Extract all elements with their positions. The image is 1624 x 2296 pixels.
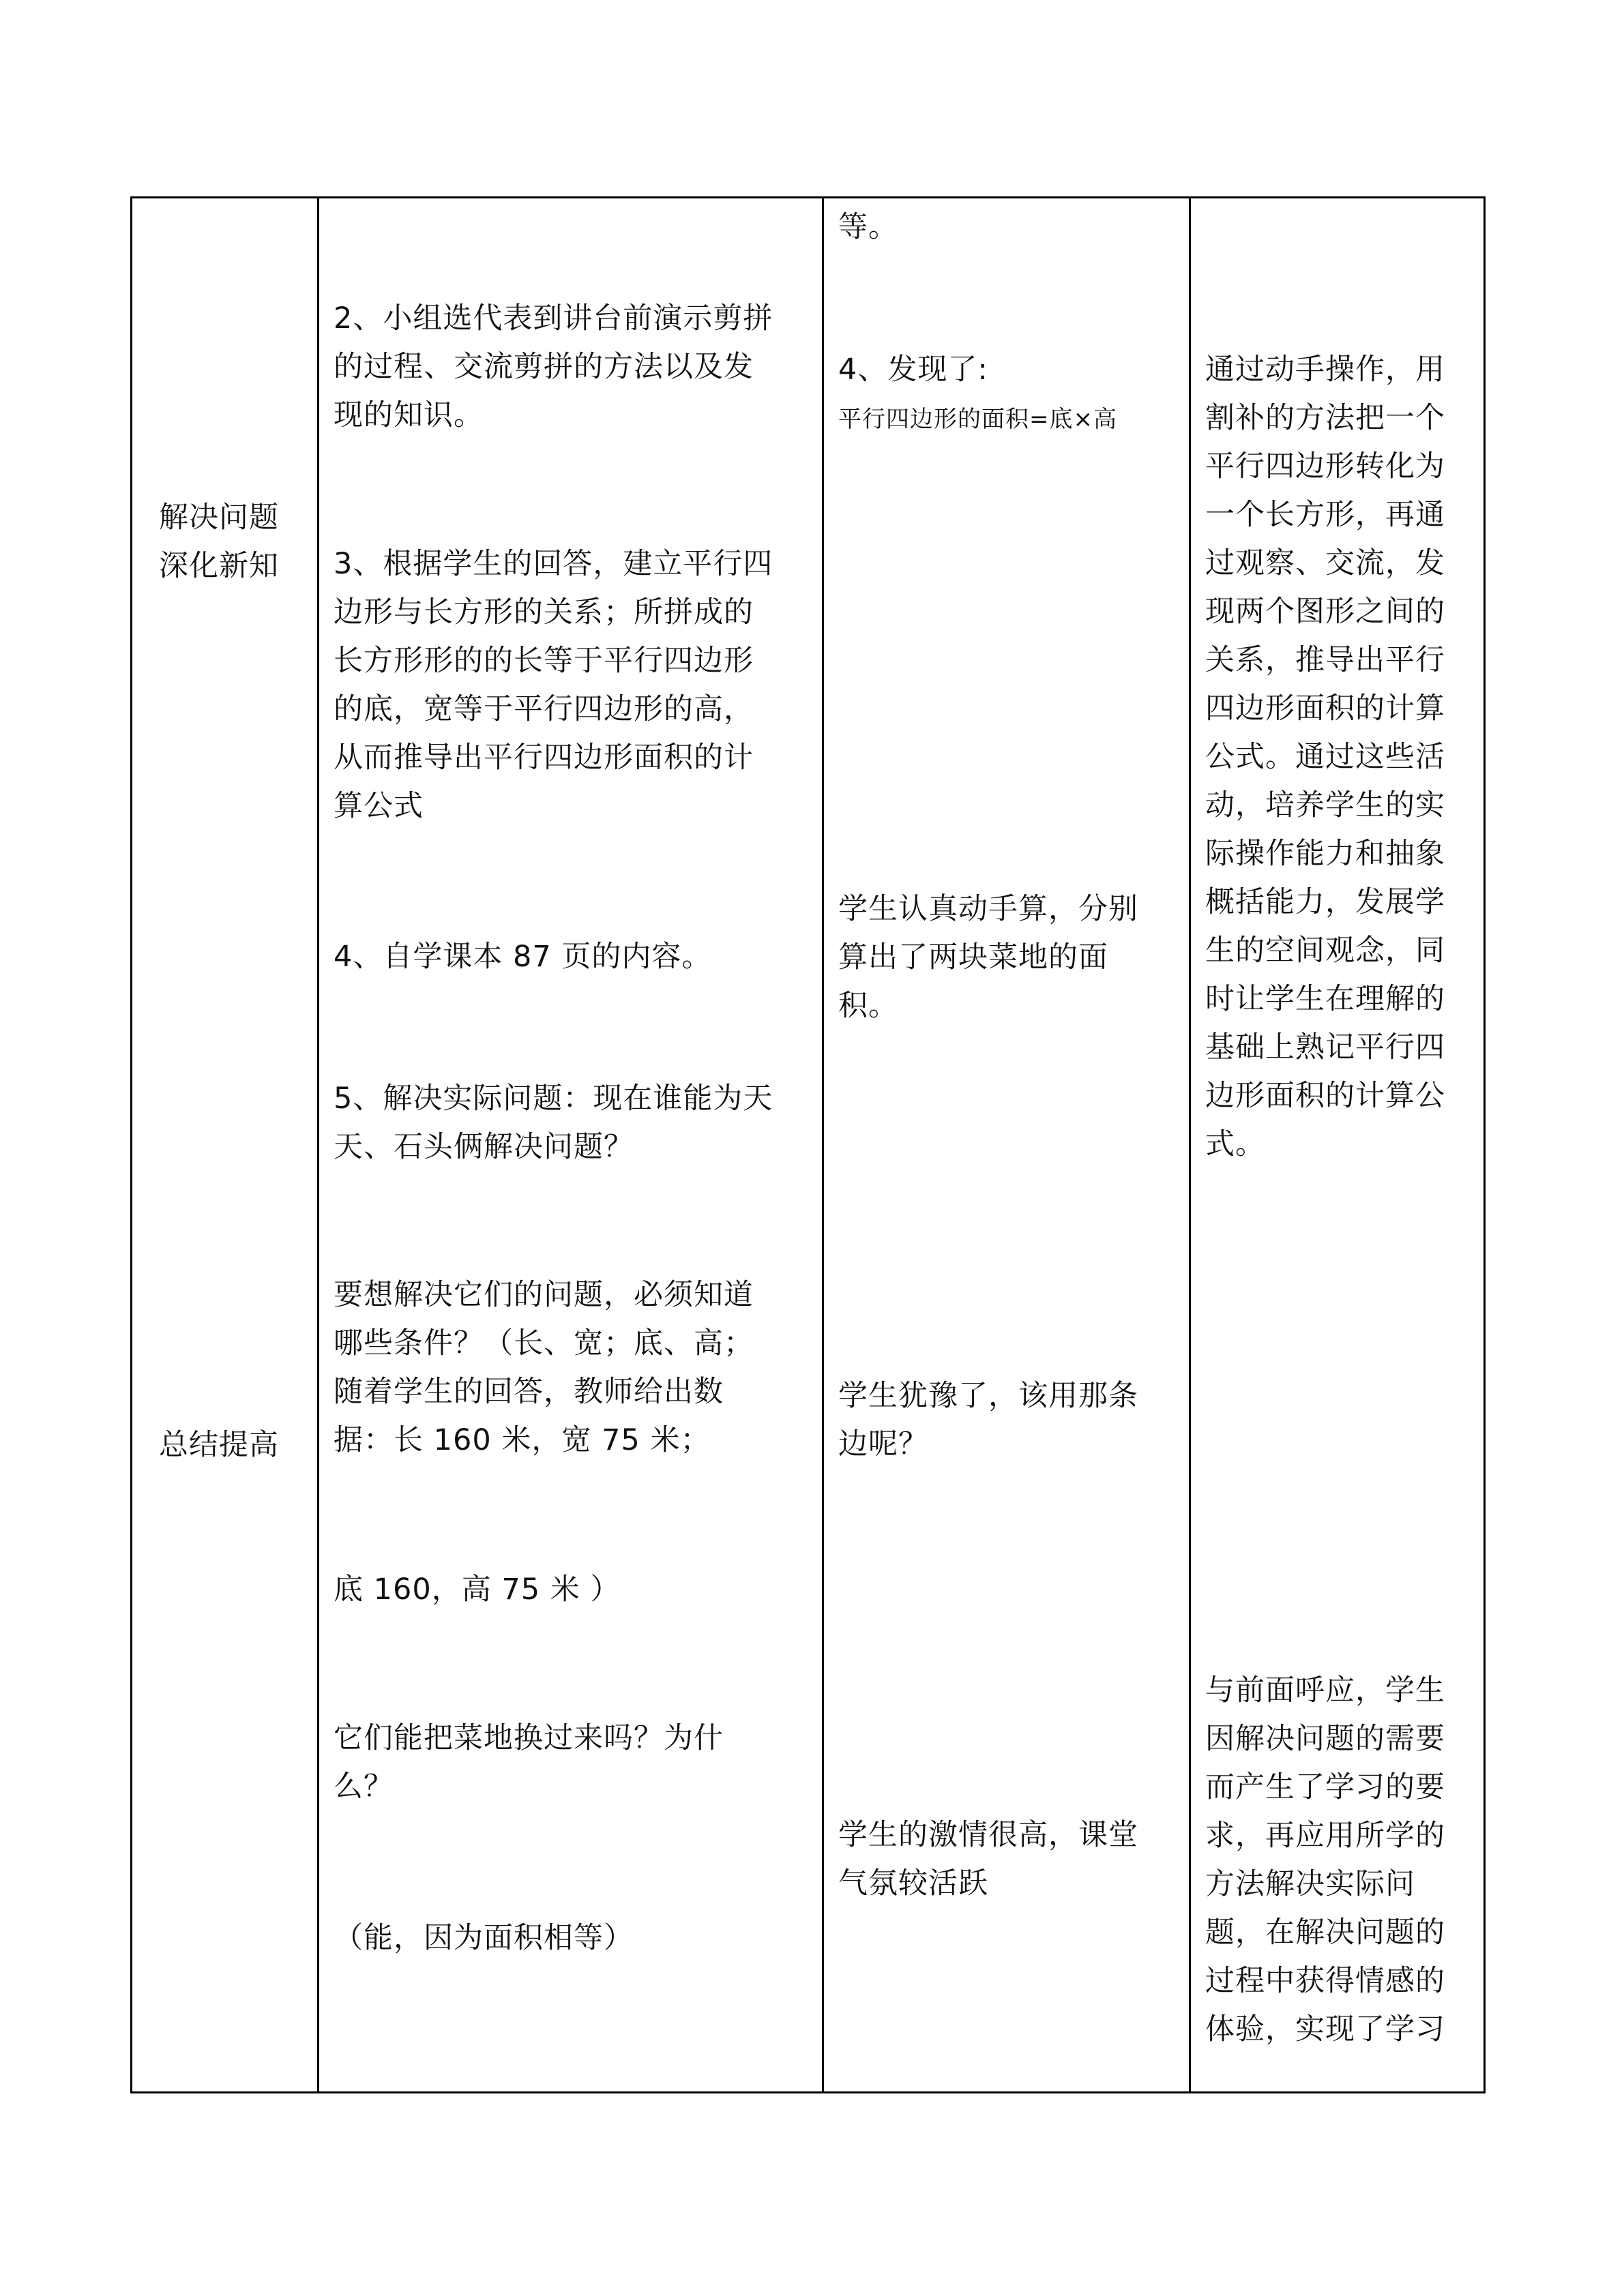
text-line: 随着学生的回答，教师给出数: [334, 1375, 724, 1409]
text-line: 际操作能力和抽象: [1205, 837, 1445, 871]
text-line: 长方形形的的长等于平行四边形: [334, 644, 754, 678]
teacher-data-base-height: [334, 1566, 620, 1614]
student-enthusiasm: [838, 1811, 1138, 1908]
text-line: 生的空间观念，同: [1205, 934, 1445, 968]
column-divider-3: [1189, 196, 1191, 2093]
text-line: 边呢？: [838, 1427, 928, 1461]
text-line: 现两个图形之间的: [1205, 595, 1445, 629]
text-line: 与前面呼应，学生: [1205, 1673, 1445, 1708]
text-line: 概括能力，发展学: [1205, 885, 1445, 919]
table-bottom-border: [130, 2091, 1486, 2093]
text-line: 的过程、交流剪拼的方法以及发: [334, 350, 754, 384]
teacher-step-5: [334, 1075, 773, 1172]
text-line: 体验，实现了学习: [1205, 2012, 1445, 2046]
text-line: 关系，推导出平行: [1205, 643, 1445, 677]
text-line: 从而推导出平行四边形面积的计: [334, 741, 754, 775]
text-line: 式。: [1205, 1127, 1265, 1161]
text-line: 4、自学课本 87 页的内容。: [334, 940, 712, 974]
text-line: 一个长方形，再通: [1205, 498, 1445, 532]
text-line: 平行四边形的面积=底×高: [838, 406, 1117, 433]
text-line: 要想解决它们的问题，必须知道: [334, 1278, 754, 1312]
text-line: 公式。通过这些活: [1205, 740, 1445, 774]
table-left-border: [130, 196, 132, 2093]
table-top-border: [130, 196, 1486, 198]
text-line: 题，在解决问题的: [1205, 1915, 1445, 1950]
text-line: 过程中获得情感的: [1205, 1964, 1445, 1998]
text-line: 2、小组选代表到讲台前演示剪拼: [334, 301, 773, 336]
teacher-step-2: [334, 295, 773, 440]
stage-label-line: 深化新知: [159, 549, 279, 583]
text-line: 5、解决实际问题：现在谁能为天: [334, 1082, 773, 1116]
text-line: 它们能把菜地换过来吗？为什: [334, 1721, 724, 1755]
table-right-border: [1483, 196, 1486, 2093]
teacher-question-conditions: [334, 1271, 754, 1465]
text-line: 而产生了学习的要: [1205, 1770, 1445, 1804]
text-line: 4、发现了:: [838, 353, 988, 387]
text-line: 算出了两块菜地的面: [838, 940, 1108, 974]
text-line: 底 160，高 75 米 ）: [334, 1572, 621, 1607]
text-line: 求，再应用所学的: [1205, 1819, 1445, 1853]
stage-label-solve-problems: [159, 494, 279, 591]
column-divider-1: [317, 196, 319, 2093]
text-line: 动，培养学生的实: [1205, 788, 1445, 822]
teacher-question-swap: [334, 1714, 724, 1811]
text-line: 四边形面积的计算: [1205, 691, 1445, 726]
teacher-step-4: [334, 933, 711, 981]
text-line: 边形与长方形的关系；所拼成的: [334, 595, 754, 629]
text-line: 学生认真动手算，分别: [838, 892, 1138, 926]
stage-label-summary: [159, 1421, 279, 1470]
area-formula: [838, 399, 1117, 440]
text-line: 过观察、交流，发: [1205, 546, 1445, 580]
text-line: 基础上熟记平行四: [1205, 1030, 1445, 1064]
student-hesitation: [838, 1372, 1138, 1469]
text-line: 么？: [334, 1770, 394, 1804]
text-line: 通过动手操作，用: [1205, 353, 1445, 387]
text-line: 天、石头俩解决问题？: [334, 1130, 634, 1164]
text-line: （能，因为面积相等）: [334, 1921, 634, 1955]
student-calculation: [838, 885, 1138, 1030]
text-line: 时让学生在理解的: [1205, 982, 1445, 1016]
text-line: 等。: [838, 210, 898, 244]
text-line: 算公式: [334, 789, 424, 823]
text-line: 哪些条件？（长、宽；底、高；: [334, 1326, 754, 1360]
text-line: 因解决问题的需要: [1205, 1722, 1445, 1756]
stage-label-line: 总结提高: [159, 1428, 279, 1462]
text-line: 积。: [838, 989, 898, 1023]
column-divider-2: [822, 196, 824, 2093]
design-intent-1: [1205, 346, 1445, 1169]
text-line: 方法解决实际问: [1205, 1867, 1415, 1901]
stage-label-line: 解决问题: [159, 501, 279, 535]
text-line: 割补的方法把一个: [1205, 401, 1445, 435]
text-line: 学生犹豫了，该用那条: [838, 1379, 1138, 1413]
text-line: 学生的激情很高，课堂: [838, 1818, 1138, 1852]
teacher-step-3: [334, 540, 773, 831]
design-intent-2: [1205, 1667, 1445, 2054]
text-line: 3、根据学生的回答，建立平行四: [334, 547, 773, 581]
text-line: 据：长 160 米，宽 75 米；: [334, 1423, 711, 1457]
student-discovery: [838, 346, 988, 394]
text-line: 现的知识。: [334, 398, 484, 432]
text-line: 的底，宽等于平行四边形的高，: [334, 692, 754, 726]
text-line: 平行四边形转化为: [1205, 449, 1445, 483]
text-line: 边形面积的计算公: [1205, 1079, 1445, 1113]
text-line: 气氛较活跃: [838, 1866, 988, 1900]
teacher-answer-swap: [334, 1914, 634, 1963]
student-note-continued: [838, 203, 898, 252]
